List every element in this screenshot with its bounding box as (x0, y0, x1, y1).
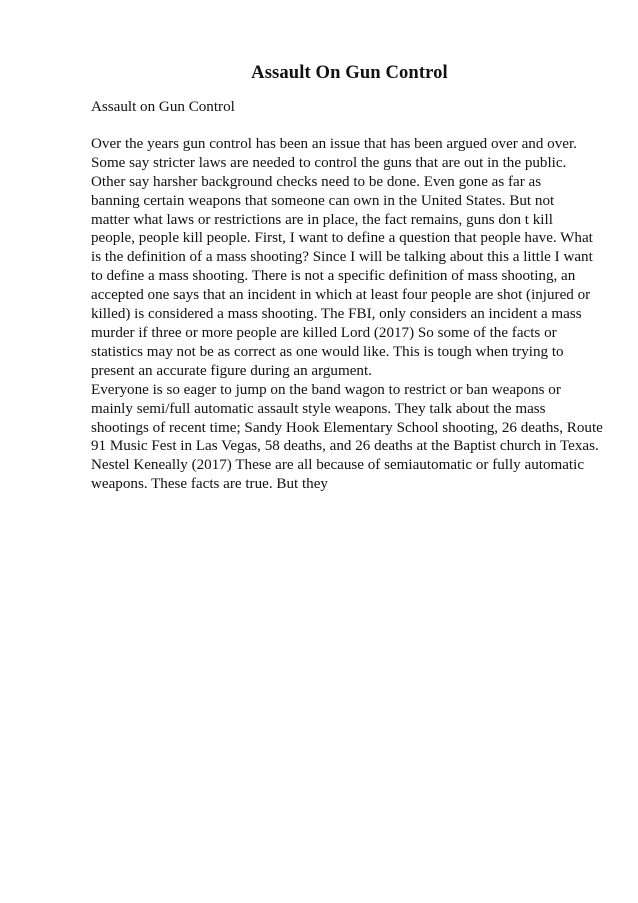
paragraph-line: is the definition of a mass shooting? Since I will be talking about this a little I want (91, 249, 593, 266)
paragraph-1 (91, 135, 598, 381)
paragraph-line: accepted one says that an incident in which at least four people are shot (injured or (91, 287, 591, 304)
paragraph-line: banning certain weapons that someone can own in the United States. But not (91, 192, 555, 209)
paragraph-line: killed) is considered a mass shooting. The FBI, only considers an incident a mass (91, 306, 582, 323)
paragraph-line: Other say harsher background checks need to be done. Even gone as far as (91, 173, 542, 190)
paragraph-line: people, people kill people. First, I want to define a question that people have. What (91, 230, 593, 247)
paragraph-line: Nestel Keneally (2017) These are all because of semiautomatic or fully automatic (91, 457, 585, 474)
paragraph-line: Some say stricter laws are needed to control the guns that are out in the public. (91, 154, 567, 171)
paragraph-line: 91 Music Fest in Las Vegas, 58 deaths, and 26 deaths at the Baptist church in Texas. (91, 438, 599, 455)
paragraph-line: Over the years gun control has been an issue that has been argued over and over. (91, 135, 577, 152)
paragraph-line: matter what laws or restrictions are in place, the fact remains, guns don t kill (91, 211, 553, 228)
paragraph-line: mainly semi/full automatic assault style weapons. They talk about the mass (91, 400, 546, 417)
paragraph-line: shootings of recent time; Sandy Hook Elementary School shooting, 26 deaths, Route (91, 419, 603, 436)
paragraph-2 (91, 381, 603, 494)
document-title: Assault On Gun Control (251, 62, 448, 83)
paragraph-line: present an accurate figure during an argument. (91, 362, 372, 379)
paragraph-line: murder if three or more people are killed Lord (2017) So some of the facts or (91, 324, 557, 341)
document-subtitle: Assault on Gun Control (91, 99, 235, 115)
paragraph-line: Everyone is so eager to jump on the band wagon to restrict or ban weapons or (91, 381, 561, 398)
paragraph-line: to define a mass shooting. There is not a specific definition of mass shooting, an (91, 268, 576, 285)
paragraph-line: weapons. These facts are true. But they (91, 476, 328, 493)
paragraph-line: statistics may not be as correct as one would like. This is tough when trying to (91, 343, 564, 360)
